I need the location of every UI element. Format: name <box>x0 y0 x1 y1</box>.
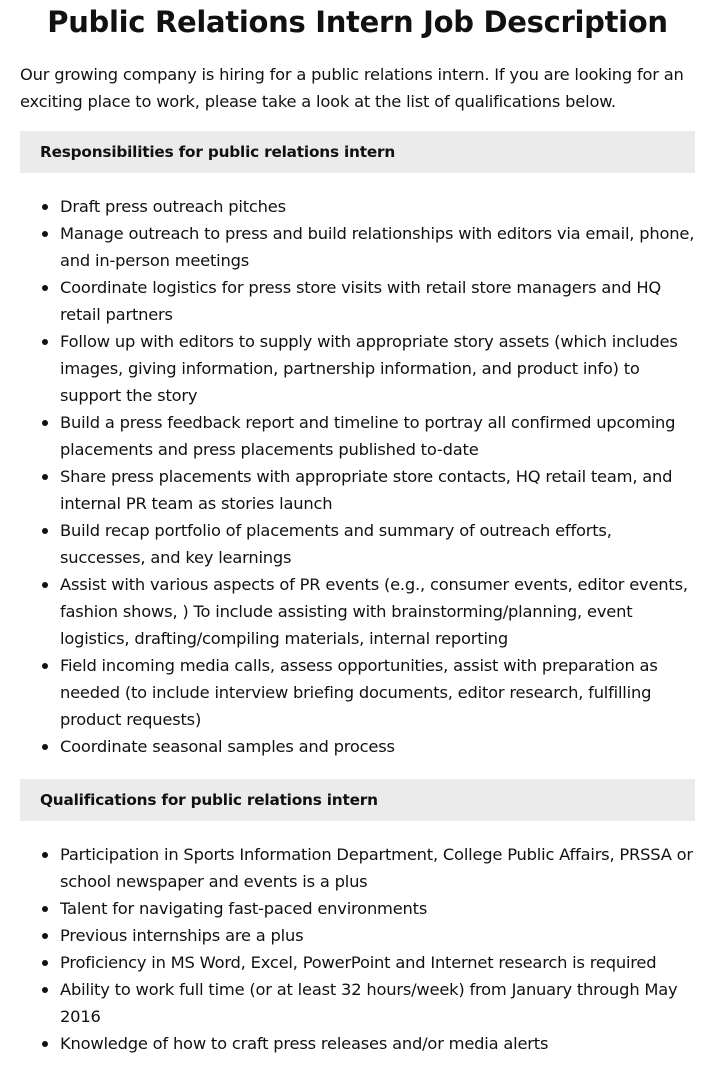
list-item: Ability to work full time (or at least 32 hours/week) from January through May 2016 <box>20 976 695 1030</box>
intro-paragraph: Our growing company is hiring for a public relations intern. If you are looking for an exciting place to work, please take a look at the list of qualifications below. <box>20 65 684 111</box>
list-item: Build a press feedback report and timeline to portray all confirmed upcoming placements and press placements published to-date <box>20 409 695 463</box>
page-title: Public Relations Intern Job Description <box>47 5 668 39</box>
list-item: Build recap portfolio of placements and summary of outreach efforts, successes, and key learnings <box>20 517 695 571</box>
list-item: Draft press outreach pitches <box>20 193 695 220</box>
list-item: Field incoming media calls, assess opportunities, assist with preparation as needed (to include interview briefing documents, editor research, fulfilling product requests) <box>20 652 695 733</box>
list-item: Assist with various aspects of PR events (e.g., consumer events, editor events, fashion shows, ) To include assisting with brainstorming/planning, event logistics, drafting/compiling materials, internal reporting <box>20 571 695 652</box>
list-item: Talent for navigating fast-paced environments <box>20 895 695 922</box>
list-item: Manage outreach to press and build relationships with editors via email, phone, and in-person meetings <box>20 220 695 274</box>
list-item: Coordinate logistics for press store visits with retail store managers and HQ retail partners <box>20 274 695 328</box>
responsibilities-heading: Responsibilities for public relations intern <box>20 131 695 173</box>
list-item: Coordinate seasonal samples and process <box>20 733 695 760</box>
list-item: Follow up with editors to supply with appropriate story assets (which includes images, giving information, partnership information, and product info) to support the story <box>20 328 695 409</box>
responsibilities-list <box>20 193 695 760</box>
qualifications-list <box>20 841 695 1057</box>
qualifications-heading: Qualifications for public relations intern <box>20 779 695 821</box>
list-item: Knowledge of how to craft press releases and/or media alerts <box>20 1030 695 1057</box>
list-item: Share press placements with appropriate store contacts, HQ retail team, and internal PR team as stories launch <box>20 463 695 517</box>
list-item: Proficiency in MS Word, Excel, PowerPoint and Internet research is required <box>20 949 695 976</box>
list-item: Participation in Sports Information Department, College Public Affairs, PRSSA or school newspaper and events is a plus <box>20 841 695 895</box>
list-item: Previous internships are a plus <box>20 922 695 949</box>
job-description-page <box>20 0 695 1057</box>
